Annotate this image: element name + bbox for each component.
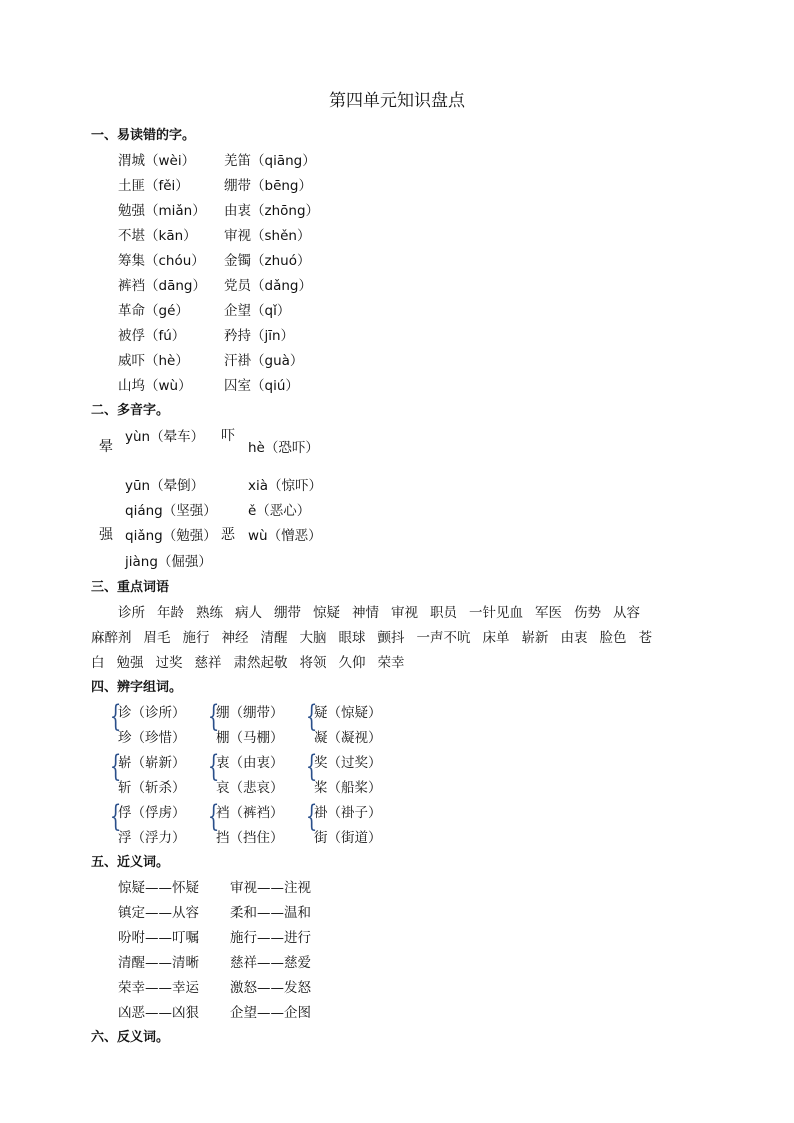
word: 眼球	[338, 630, 366, 646]
list-item: 奖（过奖）	[314, 755, 382, 771]
list-item: 不堪（kān）	[118, 228, 197, 244]
list-item: 棚（马棚）	[216, 730, 284, 746]
list-item: 绷带（bēng）	[224, 178, 313, 194]
list-item: 诊（诊所）	[118, 705, 186, 721]
list-item: 挡（挡住）	[216, 830, 284, 846]
word: 神经	[221, 630, 249, 646]
brace-icon: {	[305, 749, 318, 784]
list-item: 企望——企图	[230, 1005, 311, 1021]
section-4-heading: 四、辨字组词。	[91, 680, 183, 695]
list-item: 威吓（hè）	[118, 353, 189, 369]
word: 过奖	[155, 655, 183, 671]
word: 一针见血	[469, 605, 523, 621]
polyphone-char-e: 恶	[221, 527, 235, 543]
brace-icon: {	[109, 749, 122, 784]
list-item: 激怒——发怒	[230, 980, 311, 996]
brace-icon: {	[207, 699, 220, 734]
brace-icon: {	[207, 749, 220, 784]
list-item: 羌笛（qiāng）	[224, 153, 316, 169]
polyphone-reading: ě（恶心）	[248, 503, 311, 519]
list-item: 浮（浮力）	[118, 830, 186, 846]
list-item: 筹集（chóu）	[118, 253, 205, 269]
word: 年龄	[157, 605, 184, 621]
polyphone-char-yun: 晕	[99, 439, 113, 455]
word: 勉强	[116, 655, 144, 671]
list-item: 党员（dǎng）	[224, 278, 312, 294]
list-item: 凝（凝视）	[314, 730, 382, 746]
word: 颤抖	[377, 630, 405, 646]
word: 荣幸	[377, 655, 405, 671]
list-item: 裤裆（dāng）	[118, 278, 206, 294]
word: 麻醉剂	[91, 630, 132, 646]
list-item: 渭城（wèi）	[118, 153, 196, 169]
word: 肃然起敬	[233, 655, 288, 671]
polyphone-reading: wù（憎恶）	[248, 528, 322, 544]
section-1-heading: 一、易读错的字。	[91, 128, 196, 143]
list-item: 桨（船桨）	[314, 780, 382, 796]
section-2-heading: 二、多音字。	[91, 403, 170, 418]
list-item: 勉强（miǎn）	[118, 203, 206, 219]
brace-icon: {	[207, 799, 220, 834]
word: 审视	[391, 605, 418, 621]
section-5-heading: 五、近义词。	[91, 855, 170, 870]
list-item: 俘（俘虏）	[118, 805, 186, 821]
word: 大脑	[299, 630, 327, 646]
list-item: 荣幸——幸运	[118, 980, 199, 996]
list-item: 矜持（jīn）	[224, 328, 295, 344]
word: 清醒	[260, 630, 288, 646]
list-item: 慈祥——慈爱	[230, 955, 311, 971]
polyphone-reading: yūn（晕倒）	[125, 478, 205, 494]
page-title: 第四单元知识盘点	[329, 91, 465, 111]
list-item: 企望（qǐ）	[224, 303, 291, 319]
word-row	[91, 651, 417, 671]
word: 病人	[235, 605, 262, 621]
section-3-heading: 三、重点词语	[91, 580, 170, 595]
polyphone-reading: hè（恐吓）	[248, 440, 319, 456]
list-item: 斩（斩杀）	[118, 780, 186, 796]
list-item: 疑（惊疑）	[314, 705, 382, 721]
list-item: 吩咐——叮嘱	[118, 930, 199, 946]
list-item: 惊疑——怀疑	[118, 880, 199, 896]
brace-icon: {	[109, 699, 122, 734]
polyphone-reading: qiáng（坚强）	[125, 503, 217, 519]
polyphone-char-qiang: 强	[99, 527, 113, 543]
word: 施行	[182, 630, 210, 646]
word: 久仰	[338, 655, 366, 671]
polyphone-reading: yùn（晕车）	[125, 429, 205, 445]
word: 伤势	[574, 605, 601, 621]
word: 眉毛	[143, 630, 171, 646]
list-item: 汗褂（guà）	[224, 353, 304, 369]
list-item: 哀（悲哀）	[216, 780, 284, 796]
list-item: 土匪（fěi）	[118, 178, 189, 194]
word: 由衷	[560, 630, 588, 646]
list-item: 街（街道）	[314, 830, 382, 846]
list-item: 清醒——清晰	[118, 955, 199, 971]
brace-icon: {	[109, 799, 122, 834]
word: 苍	[638, 630, 652, 646]
word: 神情	[352, 605, 379, 621]
list-item: 被俘（fú）	[118, 328, 186, 344]
list-item: 金镯（zhuó）	[224, 253, 311, 269]
word: 绷带	[274, 605, 301, 621]
word: 惊疑	[313, 605, 340, 621]
word: 诊所	[118, 605, 145, 621]
word: 一声不吭	[416, 630, 471, 646]
section-6-heading: 六、反义词。	[91, 1030, 170, 1045]
list-item: 褂（褂子）	[314, 805, 382, 821]
polyphone-reading: qiǎng（勉强）	[125, 528, 217, 544]
polyphone-reading: jiàng（倔强）	[125, 554, 212, 570]
word: 崭新	[521, 630, 549, 646]
word: 职员	[430, 605, 457, 621]
word-row	[91, 626, 664, 646]
polyphone-reading: xià（惊吓）	[248, 478, 323, 494]
list-item: 衷（由衷）	[216, 755, 284, 771]
list-item: 审视（shěn）	[224, 228, 311, 244]
list-item: 由衷（zhōng）	[224, 203, 320, 219]
list-item: 施行——进行	[230, 930, 311, 946]
list-item: 凶恶——凶狠	[118, 1005, 199, 1021]
list-item: 裆（裤裆）	[216, 805, 284, 821]
word: 白	[91, 655, 105, 671]
list-item: 崭（崭新）	[118, 755, 186, 771]
word: 脸色	[599, 630, 627, 646]
word: 从容	[613, 605, 640, 621]
brace-icon: {	[305, 799, 318, 834]
list-item: 山坞（wù）	[118, 378, 192, 394]
list-item: 柔和——温和	[230, 905, 311, 921]
word: 慈祥	[194, 655, 222, 671]
list-item: 珍（珍惜）	[118, 730, 186, 746]
list-item: 革命（gé）	[118, 303, 189, 319]
word-row	[118, 601, 652, 621]
word: 床单	[482, 630, 510, 646]
word: 军医	[535, 605, 562, 621]
word: 熟练	[196, 605, 223, 621]
list-item: 囚室（qiú）	[224, 378, 299, 394]
list-item: 审视——注视	[230, 880, 311, 896]
brace-icon: {	[305, 699, 318, 734]
word: 将领	[299, 655, 327, 671]
list-item: 镇定——从容	[118, 905, 199, 921]
list-item: 绷（绷带）	[216, 705, 284, 721]
polyphone-char-xia: 吓	[221, 428, 235, 444]
